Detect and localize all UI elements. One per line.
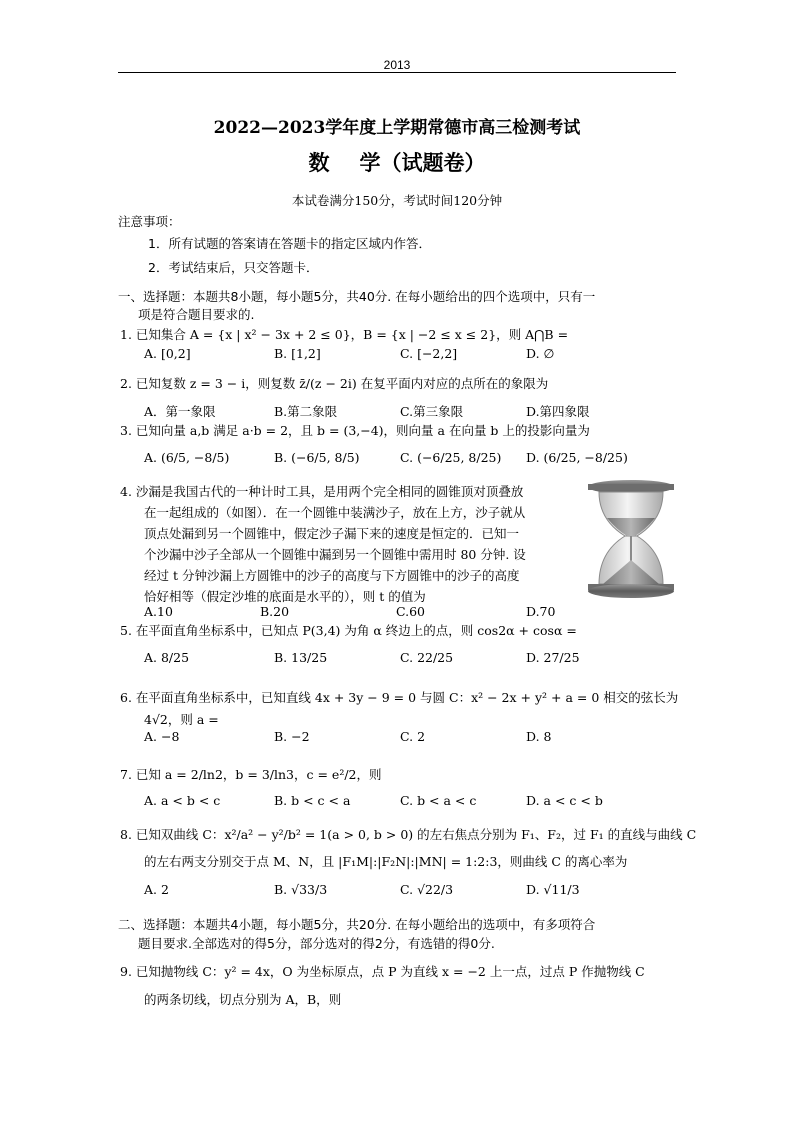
q6-option-a: A. −8 bbox=[144, 729, 180, 744]
q7-option-d: D. a < c < b bbox=[526, 793, 603, 808]
q1-option-b: B. [1,2] bbox=[274, 346, 321, 361]
q1-option-c: C. [−2,2] bbox=[400, 346, 458, 361]
q2-option-c: C.第三象限 bbox=[400, 404, 464, 419]
q8-option-c: C. √22/3 bbox=[400, 882, 454, 897]
q3-option-b: B. (−6/5, 8/5) bbox=[274, 450, 360, 465]
q7-option-a: A. a < b < c bbox=[144, 793, 221, 808]
question-1-stem: 1. 已知集合 A = {x | x² − 3x + 2 ≤ 0}，B = {x | −2 ≤ x ≤ 2}，则 A⋂B = bbox=[120, 327, 569, 342]
q4-option-d: D.70 bbox=[526, 604, 556, 619]
question-4-stem-line4: 个沙漏中沙子全部从一个圆锥中漏到另一个圆锥中需用时 80 分钟. 设 bbox=[144, 547, 526, 562]
section1-heading-line2: 项是符合题目要求的. bbox=[138, 307, 255, 322]
q5-option-b: B. 13/25 bbox=[274, 650, 328, 665]
hourglass-figure bbox=[585, 478, 677, 600]
q3-option-d: D. (6/25, −8/25) bbox=[526, 450, 628, 465]
question-3-stem: 3. 已知向量 a,b 满足 a·b = 2，且 b = (3,−4)，则向量 a 在向量 b 上的投影向量为 bbox=[120, 423, 590, 438]
question-4-stem-line2: 在一起组成的（如图）．在一个圆锥中装满沙子，放在上方，沙子就从 bbox=[144, 505, 526, 520]
hourglass-icon bbox=[585, 478, 677, 600]
question-6-stem-line1: 6. 在平面直角坐标系中，已知直线 4x + 3y − 9 = 0 与圆 C：x² − 2x + y² + a = 0 相交的弦长为 bbox=[120, 690, 679, 705]
question-2-stem: 2. 已知复数 z = 3 − i，则复数 z̄/(z − 2i) 在复平面内对应的点所在的象限为 bbox=[120, 376, 549, 391]
q8-option-a: A. 2 bbox=[144, 882, 169, 897]
question-4-stem-line1: 4. 沙漏是我国古代的一种计时工具，是用两个完全相同的圆锥顶对顶叠放 bbox=[120, 484, 524, 499]
q1-option-d: D. ∅ bbox=[526, 346, 555, 361]
exam-info: 本试卷满分150分，考试时间120分钟 bbox=[291, 193, 503, 208]
q5-option-a: A. 8/25 bbox=[144, 650, 190, 665]
notice-item-2: 2．考试结束后，只交答题卡． bbox=[148, 260, 319, 275]
question-9-stem-line1: 9. 已知抛物线 C：y² = 4x，O 为坐标原点，点 P 为直线 x = −2 上一点，过点 P 作抛物线 C bbox=[120, 964, 645, 979]
q8-option-b: B. √33/3 bbox=[274, 882, 328, 897]
question-5-stem: 5. 在平面直角坐标系中，已知点 P(3,4) 为角 α 终边上的点，则 cos2α + cosα = bbox=[120, 623, 577, 638]
q7-option-b: B. b < c < a bbox=[274, 793, 351, 808]
q4-option-c: C.60 bbox=[396, 604, 425, 619]
subject-left: 数 bbox=[308, 151, 330, 175]
q3-option-a: A. (6/5, −8/5) bbox=[144, 450, 230, 465]
q5-option-d: D. 27/25 bbox=[526, 650, 580, 665]
header-divider bbox=[118, 72, 676, 73]
subject-right: 学（试题卷） bbox=[359, 151, 486, 175]
question-8-stem-line2: 的左右两支分别交于点 M、N，且 |F₁M|:|F₂N|:|MN| = 1:2:3，则曲线 C 的离心率为 bbox=[144, 854, 628, 869]
q6-option-b: B. −2 bbox=[274, 729, 310, 744]
section2-heading-line1: 二、选择题：本题共4小题，每小题5分，共20分. 在每小题给出的选项中，有多项符合 bbox=[118, 917, 596, 932]
q3-option-c: C. (−6/25, 8/25) bbox=[400, 450, 502, 465]
notice-heading: 注意事项： bbox=[118, 214, 181, 229]
q2-option-b: B.第二象限 bbox=[274, 404, 338, 419]
q6-option-d: D. 8 bbox=[526, 729, 552, 744]
q7-option-c: C. b < a < c bbox=[400, 793, 477, 808]
q8-option-d: D. √11/3 bbox=[526, 882, 580, 897]
exam-title: 2022—2023学年度上学期常德市高三检测考试 bbox=[213, 118, 581, 138]
question-4-stem-line6: 恰好相等（假定沙堆的底面是水平的），则 t 的值为 bbox=[144, 589, 426, 604]
q5-option-c: C. 22/25 bbox=[400, 650, 454, 665]
question-4-stem-line5: 经过 t 分钟沙漏上方圆锥中的沙子的高度与下方圆锥中的沙子的高度 bbox=[144, 568, 520, 583]
question-4-stem-line3: 顶点处漏到另一个圆锥中，假定沙子漏下来的速度是恒定的．已知一 bbox=[144, 526, 520, 541]
section2-heading-line2: 题目要求.全部选对的得5分，部分选对的得2分，有选错的得0分. bbox=[138, 936, 495, 951]
question-6-stem-line2: 4√2，则 a = bbox=[144, 712, 219, 727]
page-header-number: 2013 bbox=[383, 58, 411, 72]
q4-option-a: A.10 bbox=[144, 604, 173, 619]
q2-option-a: A．第一象限 bbox=[144, 404, 216, 419]
q6-option-c: C. 2 bbox=[400, 729, 426, 744]
question-7-stem: 7. 已知 a = 2/ln2，b = 3/ln3，c = e²/2，则 bbox=[120, 767, 382, 782]
section1-heading-line1: 一、选择题：本题共8小题，每小题5分，共40分. 在每小题给出的四个选项中，只有一 bbox=[118, 289, 596, 304]
q1-option-a: A. [0,2] bbox=[144, 346, 191, 361]
exam-subject bbox=[0, 147, 794, 177]
question-8-stem-line1: 8. 已知双曲线 C：x²/a² − y²/b² = 1(a > 0, b > 0) 的左右焦点分别为 F₁、F₂，过 F₁ 的直线与曲线 C bbox=[120, 827, 697, 842]
question-9-stem-line2: 的两条切线，切点分别为 A，B，则 bbox=[144, 992, 342, 1007]
q2-option-d: D.第四象限 bbox=[526, 404, 590, 419]
q4-option-b: B.20 bbox=[260, 604, 290, 619]
notice-item-1: 1．所有试题的答案请在答题卡的指定区域内作答． bbox=[148, 236, 431, 251]
